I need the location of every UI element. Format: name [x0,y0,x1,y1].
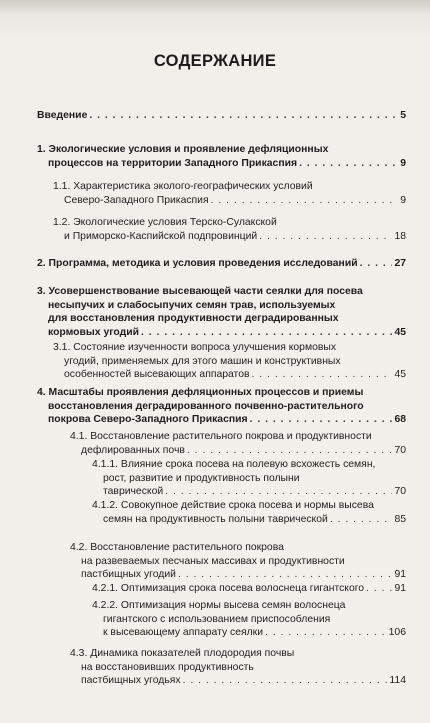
toc-entry [92,599,406,640]
toc-page-number: 70 [394,486,406,498]
toc-entry-last-line [92,485,406,499]
toc-entry-text: 4.2.1. Оптимизация срока посева волоснеца гигантского [92,583,365,594]
dot-leader [141,326,392,340]
toc-entry [37,285,406,339]
toc-entry-text: пастбищных угодьях [81,675,181,687]
dot-leader [252,368,393,382]
toc-entry-last-line [37,413,406,427]
toc-entry-last-line [37,326,406,340]
toc-entry-text: покрова Северо-Западного Прикаспия [48,414,248,426]
toc-entry-text: 1. Экологические условия и проявление дефляционных [37,144,329,155]
toc-page-number: 27 [394,258,406,269]
toc-page-number: 114 [389,675,406,687]
toc-entry-text: особенностей высевающих аппаратов [64,369,250,381]
toc-entry [53,180,406,207]
dot-leader [178,568,393,582]
toc-entry-last-line [37,157,406,171]
toc-page-number: 45 [394,326,406,338]
toc-page-number: 91 [394,569,406,581]
toc-entry-text: 4.3. Динамика показателей плодородия почвы [70,648,295,659]
toc-entry-last-line [53,368,406,382]
dot-leader [366,582,392,596]
dot-leader [187,444,393,458]
toc-page-number: 9 [400,157,406,169]
toc-entry-text: 2. Программа, методика и условия проведения исследований [37,258,358,269]
toc-entry-text: и Приморско-Каспийской подпровинций [64,230,258,242]
dot-leader [183,674,388,688]
toc-page-number: 68 [394,414,406,426]
toc-entry-text: 4.1. Восстановление растительного покрова и продуктивности [70,431,372,442]
toc-entry-text: кормовых угодий [48,326,139,338]
toc-entry-last-line [37,257,406,271]
toc-entry-text: 1.1. Характеристика эколого-географических условий [53,181,313,192]
toc-entry-text: таврической [103,486,164,498]
toc-entry [70,541,406,582]
toc-entry-text: 3.1. Состояние изученности вопроса улучшения кормовых [53,342,337,353]
toc-entry [37,386,406,427]
toc-entry-last-line [53,230,406,244]
toc-entry-text: Введение [37,110,88,121]
dot-leader [259,230,392,244]
toc-entry-text: семян на продуктивность полыни таврической [103,513,328,525]
toc-entry-last-line [70,674,406,688]
toc-entry-text: 4.1.2. Совокупное действие срока посева и нормы высева [92,500,374,511]
toc-page-number: 18 [394,230,406,242]
toc-entry [92,582,406,596]
toc-entry-text: 4.1.1. Влияние срока посева на полевую всхожесть семян, [92,459,376,470]
dot-leader [299,157,398,171]
toc-entry [37,143,406,170]
dot-leader [265,626,387,640]
toc-entry-text: рост, развитие и продуктивность полыни [103,472,300,484]
toc-page-number: 5 [400,110,406,121]
toc-entry [53,341,406,382]
toc-entry-text: процессов на территории Западного Прикаспия [48,157,298,169]
toc-entry [37,257,406,271]
toc-page-number: 91 [394,583,406,594]
toc-entry-text: для восстановления продуктивности деградированных [48,313,339,325]
toc-entry [37,109,406,123]
toc-entry-text: несыпучих и слабосыпучих семян трав, используемых [48,299,336,311]
toc-entry-text: 1.2. Экологические условия Терско-Сулакской [53,217,277,228]
toc-page-number: 106 [388,627,406,639]
toc-entry-text: пастбищных угодий [81,569,176,581]
toc-page-number: 9 [400,194,406,206]
dot-leader [250,413,393,427]
toc-entry-text: 3. Усовершенствование высевающей части сеялки для посева [37,286,363,297]
dot-leader [165,485,392,499]
toc-entry-text: гигантского с использованием приспособления [103,613,331,625]
toc-entry [92,499,406,526]
toc-entry [70,430,406,457]
dot-leader [89,109,398,123]
toc-entry-text: 4. Масштабы проявления дефляционных процессов и приемы [37,387,364,398]
toc-entry-text: на восстановивших продуктивность [81,661,254,673]
toc-entry [92,458,406,499]
toc-entry-last-line [92,626,406,640]
toc-entry-last-line [92,513,406,527]
dot-leader [360,257,393,271]
toc-entry [70,647,406,688]
dot-leader [211,194,399,208]
toc-entry-text: на развеваемых песчаных массивах и продуктивности [81,555,345,567]
toc-entry-text: к высевающему аппарату сеялки [103,627,264,639]
toc-entry-last-line [37,109,406,123]
toc-entry-last-line [53,194,406,208]
toc-entry-text: Северо-Западного Прикаспия [64,194,209,206]
toc-entry-text: угодий, применяемых для этого машин и конструктивных [64,355,341,367]
toc-page-number: 85 [394,513,406,525]
page-title: СОДЕРЖАНИЕ [153,52,277,70]
toc-entry-text: дефлированных почв [81,444,185,456]
dot-leader [330,513,393,527]
toc-entry-last-line [92,582,406,596]
toc-entry-last-line [70,444,406,458]
toc-entry-text: 4.2. Восстановление растительного покрова [70,542,284,553]
toc-entry [53,216,406,243]
toc-entry-text: восстановления деградированного почвенно-растительного [48,400,364,412]
toc-page-number: 70 [394,444,406,456]
toc-entry-last-line [70,568,406,582]
toc-page-number: 45 [394,369,406,381]
toc-entry-text: 4.2.2. Оптимизация нормы высева семян волоснеца [92,600,346,611]
